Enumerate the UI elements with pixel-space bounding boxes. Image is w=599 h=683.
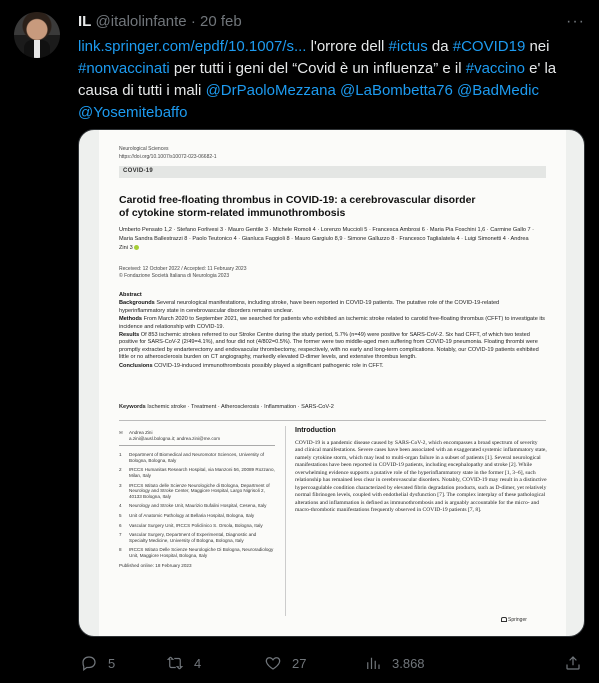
abs-methods-label: Methods bbox=[119, 316, 142, 323]
affiliation-number: 2 bbox=[119, 467, 122, 473]
affiliation-number: 7 bbox=[119, 532, 122, 538]
text-segment: da bbox=[427, 38, 453, 55]
mention-labombetta76[interactable]: @LaBombetta76 bbox=[340, 82, 453, 99]
publisher-logo bbox=[501, 617, 527, 623]
like-button[interactable] bbox=[264, 652, 306, 674]
mention-drpaolomezzana[interactable]: @DrPaoloMezzana bbox=[205, 82, 336, 99]
article-link[interactable]: link.springer.com/epdf/10.1007/s... bbox=[78, 38, 307, 55]
affiliation-number: 8 bbox=[119, 547, 122, 553]
abstract-heading: Abstract bbox=[119, 292, 142, 298]
divider bbox=[119, 420, 546, 421]
affiliation-text: IRCCS Humanitas Research Hospital, via Manzoni 56, 20089 Rozzano, Milan, Italy bbox=[129, 467, 275, 478]
abs-conclusions: COVID-19-induced immunothrombosis possibly played a significant pathogenic role in CFFT. bbox=[154, 362, 384, 369]
intro-heading: Introduction bbox=[295, 427, 336, 434]
hashtag-ictus[interactable]: #ictus bbox=[388, 38, 428, 55]
tweet-actions bbox=[78, 652, 588, 676]
affiliations-column bbox=[119, 430, 275, 568]
affiliation-text: Department of Biomedical and Neuromotor Sciences, University of Bologna, Bologna, Italy bbox=[129, 452, 265, 463]
text-segment: e' la causa di tutti i mali bbox=[78, 60, 557, 99]
springer-horse-icon bbox=[501, 617, 507, 622]
affiliation-text: IRCCS Istituto Delle Scienze Neurologiche Di Bologna, Neuroradiology Unit, Maggiore Hospital, Bologna, Italy bbox=[129, 547, 274, 558]
header-separator: · bbox=[190, 13, 196, 30]
keywords-text: Ischemic stroke · Treatment · Atherosclerosis · Inflammation · SARS-CoV-2 bbox=[147, 404, 334, 410]
intro-text: COVID-19 is a pandemic disease caused by SARS-CoV-2, which encompasses a broad spectrum of severity and clinical manifestations. Severe cases have been associated with an exaggerated systemic inflammatory state, namely cytokine storm, which may lead to multi-organ failure in a subset of patients [1]. Several neurological manifestations have been reported in COVID-19 patients, including encephalopathy and stroke [2]. While overwhelming evidence supports a putative role of the hyperinflammatory state in the former [1, 3–6], such relationship has remained less clear in cerebrovascular disorders. Notably, COVID-19 may result in a distinctive hypercoagulable condition characterized by elevated fibrin degradation products, such as D-dimer, yet relatively normal fibrinogen levels, coupled with endothelial dysfunction [7]. The complex interplay of these pathological alterations and inflammation is defined as immunothrombosis and is arguably accountable for the micro- and macro-thrombotic manifestations frequently observed in COVID-19 patients [7, 8]. bbox=[295, 439, 547, 513]
user-handle[interactable]: @italolinfante bbox=[95, 13, 187, 30]
text-segment: per tutti i geni del “Covid è un influenza” e il bbox=[169, 60, 466, 77]
views-chart-icon bbox=[364, 654, 382, 672]
retweet-button[interactable] bbox=[166, 652, 201, 674]
tweet-date[interactable]: 20 feb bbox=[199, 13, 242, 30]
corresponding-author bbox=[119, 430, 275, 446]
affiliation-number: 5 bbox=[119, 512, 122, 518]
copyright: © Fondazione Società Italiana di Neurologia 2023 bbox=[119, 273, 230, 279]
more-options-icon[interactable]: ··· bbox=[566, 13, 585, 30]
paper-dates bbox=[119, 266, 419, 280]
affiliation-item bbox=[119, 523, 275, 529]
corresponding-name: Andrea Zini bbox=[129, 430, 153, 435]
affiliation-text: Vascular Surgery Unit, IRCCS Policlinico S. Orsola, Bologna, Italy bbox=[129, 522, 263, 528]
affiliation-number: 1 bbox=[119, 452, 122, 458]
paper-title: Carotid free-floating thrombus in COVID-19: a cerebrovascular disorder of cytokine storm-related immunothrombosis bbox=[119, 194, 476, 219]
retweet-icon bbox=[166, 654, 184, 672]
hashtag-vaccino[interactable]: #vaccino bbox=[465, 60, 525, 77]
published-date: Published online: 18 February 2023 bbox=[119, 562, 192, 568]
paper-page bbox=[99, 130, 566, 637]
affiliation-item bbox=[119, 547, 275, 558]
abs-conclusions-label: Conclusions bbox=[119, 362, 153, 369]
column-divider bbox=[285, 426, 286, 616]
text-segment: nei bbox=[525, 38, 550, 55]
abs-results: Of 853 ischemic strokes referred to our Stroke Centre during the study period, 5.7% (n=49) were positive for SARS-CoV-2. Six had CFFT, of which two tested positive for SARS-CoV-2 (2/49=4.1%), and four did not (4/802=0.5%). The former were two middle-aged men suffering from COVID-19 pneumonia. Floating thrombi were promptly extracted by endarterectomy and endovascular thrombectomy, respectively, with no early and long-term complications. Notably, our COVID-19 patients exhibited little or no atherosclerosis burden on CT angiography, markedly elevated D-dimer levels, and extensive thrombus length. bbox=[119, 332, 539, 361]
reply-button[interactable] bbox=[80, 652, 115, 674]
affiliation-list bbox=[119, 452, 275, 558]
mention-yosemitebaffo[interactable]: @Yosemitebaffo bbox=[78, 104, 188, 121]
abstract bbox=[119, 292, 546, 371]
display-name[interactable]: IL bbox=[78, 13, 92, 30]
mention-badmedic[interactable]: @BadMedic bbox=[457, 82, 539, 99]
affiliation-item bbox=[119, 513, 275, 519]
text-segment: l'orrore dell bbox=[306, 38, 389, 55]
hashtag-nonvaccinati[interactable]: #nonvaccinati bbox=[78, 60, 170, 77]
journal-name: Neurological Sciences bbox=[119, 146, 169, 152]
received-accepted: Received: 12 October 2022 / Accepted: 11 February 2023 bbox=[119, 266, 247, 272]
doi: https://doi.org/10.1007/s10072-023-06682-1 bbox=[119, 154, 217, 160]
affiliation-item bbox=[119, 503, 275, 509]
corresponding-email: a.zini@ausl.bologna.it; andrea.zini@me.com bbox=[129, 435, 221, 441]
like-count: 27 bbox=[292, 655, 307, 671]
keywords-label: Keywords bbox=[119, 404, 146, 410]
introduction bbox=[295, 427, 547, 515]
paper-authors bbox=[119, 226, 539, 253]
retweet-count: 4 bbox=[194, 655, 202, 671]
share-button[interactable] bbox=[564, 652, 582, 674]
abs-methods: From March 2020 to September 2021, we searched for patients who exhibited an ischemic stroke related to carotid free-floating thrombus (CFFT) to investigate its incidence and relationship with COVID-19. bbox=[119, 316, 545, 330]
hashtag-covid19[interactable]: #COVID19 bbox=[452, 38, 526, 55]
envelope-icon: ✉ bbox=[119, 430, 123, 435]
abs-background: Several neurological manifestations, including stroke, have been reported in COVID-19 patients. The putative role of the COVID-19-related hyperinflammatory state in cerebrovascular disorders remains unclear. bbox=[119, 300, 500, 314]
topic-badge-label: COVID-19 bbox=[123, 168, 154, 174]
avatar[interactable] bbox=[14, 12, 60, 58]
abs-background-label: Backgrounds bbox=[119, 300, 155, 307]
affiliation-text: Neurology and Stroke Unit, Maurizio Bufalini Hospital, Cesena, Italy bbox=[129, 503, 267, 509]
affiliation-item bbox=[119, 467, 275, 478]
affiliation-item bbox=[119, 483, 275, 500]
affiliation-number: 6 bbox=[119, 522, 122, 528]
views-button[interactable] bbox=[364, 652, 425, 674]
affiliation-text: IRCCS Istituto delle Scienze Neurologiche di Bologna, Department of Neurology and Stroke Center, Maggiore Hospital, Largo Nigrisoli 2, 40133 Bologna, Italy bbox=[129, 482, 270, 499]
affiliation-text: Unit of Anatomic Pathology at Bellaria Hospital, Bologna, Italy bbox=[129, 512, 255, 518]
attached-image[interactable] bbox=[78, 129, 585, 637]
avatar-shirt bbox=[34, 40, 40, 58]
topic-badge bbox=[119, 166, 546, 178]
orcid-icon bbox=[134, 245, 139, 250]
affiliation-number: 3 bbox=[119, 482, 122, 488]
heart-icon bbox=[264, 654, 282, 672]
reply-icon bbox=[80, 654, 98, 672]
tweet-header bbox=[78, 13, 242, 33]
affiliation-number: 4 bbox=[119, 503, 122, 509]
publisher-name: Springer bbox=[508, 617, 527, 623]
share-icon bbox=[564, 654, 582, 672]
tweet-text bbox=[78, 36, 588, 124]
keywords bbox=[119, 404, 546, 410]
affiliation-item bbox=[119, 452, 275, 463]
abs-results-label: Results bbox=[119, 332, 140, 339]
views-count: 3.868 bbox=[392, 655, 425, 671]
affiliation-text: Vascular Surgery, Department of Experimental, Diagnostic and Specialty Medicine, University of Bologna, Bologna, Italy bbox=[129, 532, 257, 543]
authors-text: Umberto Pensato 1,2 · Stefano Forlivesi 3 · Mauro Gentile 3 · Michele Romoli 4 · Lorenzo Muccioli 5 · Francesca Ambrosi 6 · Maria Pia Foschini 1,6 · Carmine Gallo 7 · Maria Sandra Ballestrazzi 8 · Paolo Teutonico 4 · Gianluca Faggioli 8 · Mauro Gargiulo 8,9 · Simone Galluzzo 8 · Francesco Taglialatela 4 · Luigi Simonetti 4 · Andrea Zini 3 bbox=[119, 227, 535, 251]
reply-count: 5 bbox=[108, 655, 116, 671]
affiliation-item bbox=[119, 532, 275, 543]
